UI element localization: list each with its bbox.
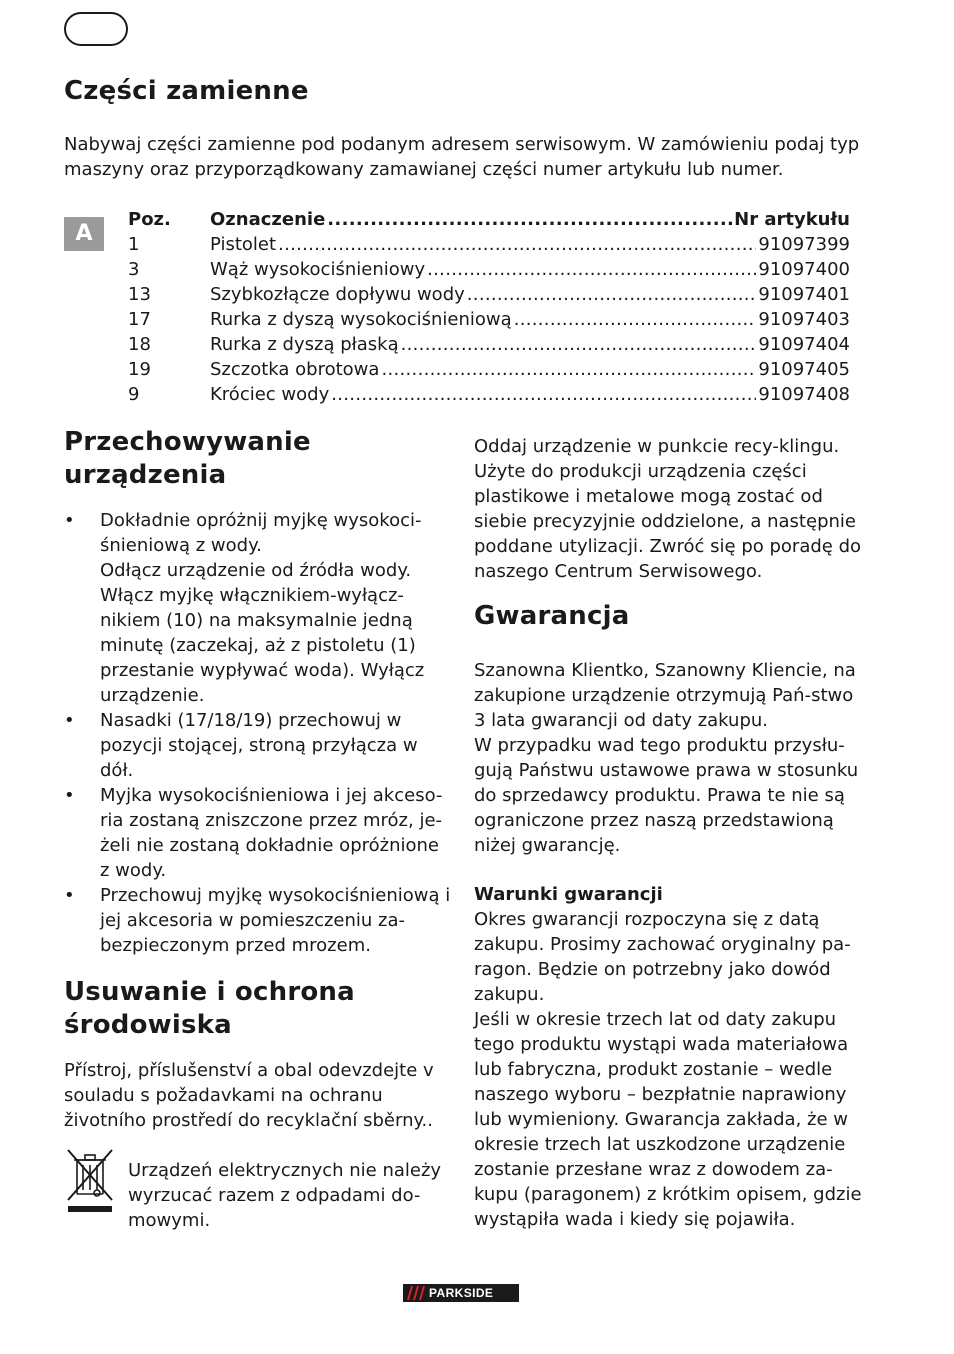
row-name: Pistolet xyxy=(210,234,277,255)
parkside-logo xyxy=(403,1284,519,1302)
row-pos: 13 xyxy=(128,284,151,305)
list-item xyxy=(64,783,452,883)
table-row xyxy=(128,307,850,332)
row-number: 91097400 xyxy=(758,259,850,280)
header-number: Nr artykułu xyxy=(734,209,850,230)
warranty-p1: Szanowna Klientko, Szanowny Kliencie, na zakupione urządzenie otrzymują Pań-stwo 3 lata gwarancji od daty zakupu. xyxy=(474,660,856,731)
row-number: 91097403 xyxy=(758,309,850,330)
row-pos: 19 xyxy=(128,359,151,380)
disposal-title xyxy=(64,976,444,1042)
row-number: 91097405 xyxy=(758,359,850,380)
warranty-paragraph xyxy=(474,658,864,858)
bullet-text: Dokładnie opróżnij myjkę wysokoci-śnieniową z wody. xyxy=(100,510,422,556)
disposal-title-line2: środowiska xyxy=(64,1010,232,1040)
warranty-conditions xyxy=(474,882,864,1232)
leader-dots xyxy=(327,207,732,232)
section-label-badge: A xyxy=(64,217,104,251)
leader-dots xyxy=(331,382,756,407)
header-pos: Poz. xyxy=(128,209,171,230)
disposal-title-line1: Usuwanie i ochrona xyxy=(64,977,355,1007)
row-name: Króciec wody xyxy=(210,384,330,405)
leader-dots xyxy=(467,282,757,307)
brand-stripes-icon xyxy=(403,1284,429,1302)
list-item xyxy=(64,508,452,708)
storage-list xyxy=(64,508,452,958)
row-name: Wąż wysokociśnieniowy xyxy=(210,259,426,280)
list-item xyxy=(64,883,452,958)
bullet-text: Myjka wysokociśnieniowa i jej akceso-ria zostaną zniszczone przez mróz, je-żeli nie zostaną dokładnie opróżnione z wody. xyxy=(100,785,443,881)
spare-parts-table xyxy=(128,207,850,407)
bullet-text: Przechowuj myjkę wysokociśnieniową i jej akcesoria w pomieszczeniu za-bezpieczonym przed mrozem. xyxy=(100,885,451,956)
row-number: 91097404 xyxy=(758,334,850,355)
row-name: Szybkozłącze dopływu wody xyxy=(210,284,465,305)
storage-title-line2: urządzenia xyxy=(64,460,227,490)
row-name: Rurka z dyszą płaską xyxy=(210,334,399,355)
spare-parts-title: Części zamienne xyxy=(64,76,309,106)
row-number: 91097408 xyxy=(758,384,850,405)
crossed-out-bin-icon xyxy=(64,1148,116,1214)
row-pos: 17 xyxy=(128,309,151,330)
row-pos: 3 xyxy=(128,259,140,280)
brand-name: PARKSIDE xyxy=(429,1286,494,1300)
disposal-text: Přístroj, příslušenství a obal odevzdejte v souladu s požadavkami na ochranu životního prostředí do recyklační sběrny.. xyxy=(64,1060,434,1131)
storage-title xyxy=(64,426,444,492)
table-row xyxy=(128,257,850,282)
bullet-text: Nasadki (17/18/19) przechowuj w pozycji stojącej, stroną przyłącza w dół. xyxy=(100,710,418,781)
leader-dots xyxy=(381,357,756,382)
row-pos: 18 xyxy=(128,334,151,355)
conditions-p1: Okres gwarancji rozpoczyna się z datą zakupu. Prosimy zachować oryginalny pa-ragon. Będzie on potrzebny jako dowód zakupu. xyxy=(474,909,851,1005)
conditions-title: Warunki gwarancji xyxy=(474,884,663,905)
conditions-p2: Jeśli w okresie trzech lat od daty zakupu tego produktu wystąpi wada materiałowa lub fabryczna, produkt zostanie – wedle naszego wyboru – bezpłatnie naprawiony lub wymieniony. Gwarancja zakłada, że w okresie trzech lat uszkodzone urządzenie zostanie przesłane wraz z dowodem za-kupu (paragonem) z krótkim opisem, gdzie wystąpiła wada i kiedy się pojawiła. xyxy=(474,1009,862,1230)
spare-parts-header xyxy=(128,207,850,232)
row-name: Rurka z dyszą wysokociśnieniową xyxy=(210,309,512,330)
spare-parts-intro: Nabywaj części zamienne pod podanym adresem serwisowym. W zamówieniu podaj typ maszyny oraz przyporządkowany zamawianej części numer artykułu lub numer. xyxy=(64,134,860,180)
row-pos: 9 xyxy=(128,384,140,405)
leader-dots xyxy=(427,257,756,282)
header-name: Oznaczenie xyxy=(210,209,326,230)
row-name: Szczotka obrotowa xyxy=(210,359,380,380)
warranty-p2: W przypadku wad tego produktu przysłu-gują Państwu ustawowe prawa w stosunku do sprzedawcy produktu. Prawa te nie są ograniczone przez naszą przedstawioną niżej gwarancję. xyxy=(474,735,859,856)
row-number: 91097401 xyxy=(758,284,850,305)
table-row xyxy=(128,357,850,382)
row-number: 91097399 xyxy=(758,234,850,255)
weee-text: Urządzeń elektrycznych nie należy wyrzucać razem z odpadami do-mowymi. xyxy=(128,1160,442,1231)
language-badge xyxy=(64,12,128,46)
storage-title-line1: Przechowywanie xyxy=(64,427,311,457)
table-row xyxy=(128,382,850,407)
table-row xyxy=(128,282,850,307)
leader-dots xyxy=(401,332,757,357)
recycle-text: Oddaj urządzenie w punkcie recy-klingu. Użyte do produkcji urządzenia części plastikowe i metalowe mogą zostać od siebie precyzyjnie oddzielone, a następnie poddane utylizacji. Zwróć się po poradę do naszego Centrum Serwisowego. xyxy=(474,436,862,582)
row-pos: 1 xyxy=(128,234,140,255)
table-row xyxy=(128,232,850,257)
leader-dots xyxy=(278,232,756,257)
bullet-extra: Odłącz urządzenie od źródła wody. Włącz myjkę włącznikiem-wyłącz-nikiem (10) na maksymalnie jedną minutę (zaczekaj, aż z pistoletu (1) przestanie wypływać woda). Wyłącz urządzenie. xyxy=(100,560,425,706)
list-item xyxy=(64,708,452,783)
leader-dots xyxy=(514,307,757,332)
warranty-title: Gwarancja xyxy=(474,601,630,631)
table-row xyxy=(128,332,850,357)
